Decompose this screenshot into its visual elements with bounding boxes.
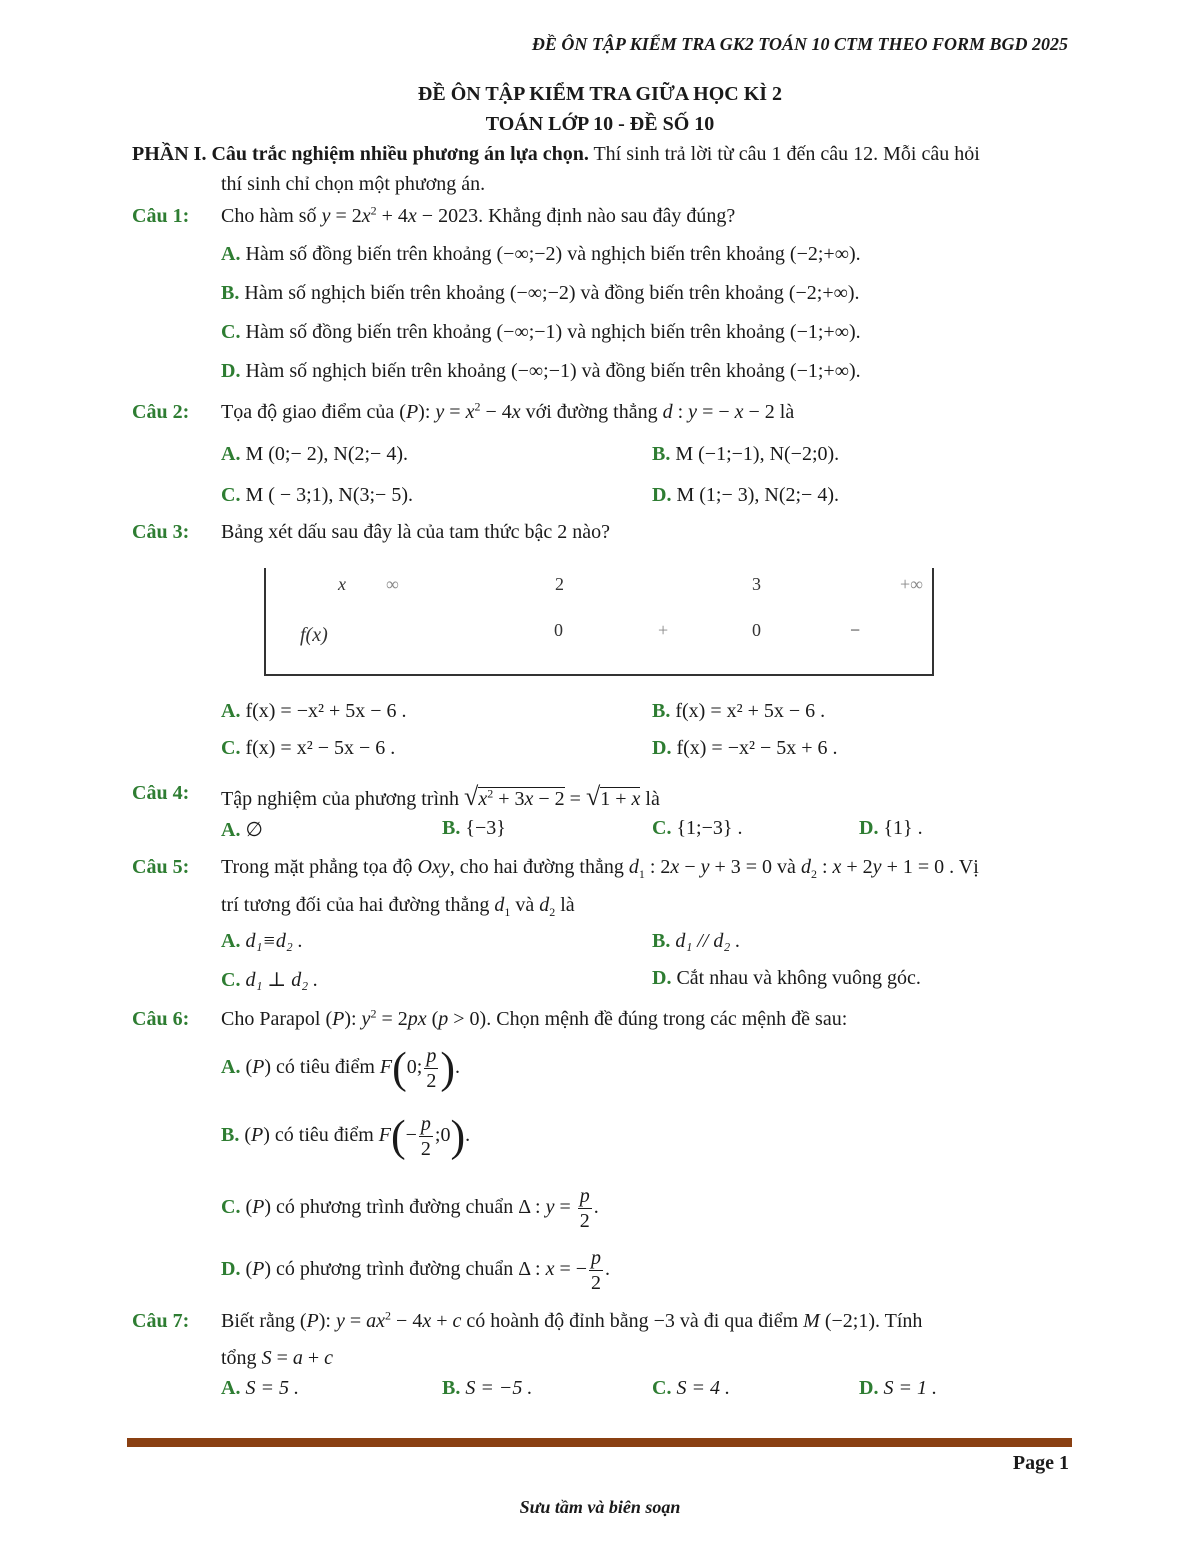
q2-option-d: D. M (1;− 3), N(2;− 4). (652, 484, 839, 506)
table-neg-inf: ∞ (386, 574, 399, 594)
doc-subtitle: TOÁN LỚP 10 - ĐỀ SỐ 10 (485, 113, 715, 135)
question-5-label: Câu 5: (132, 856, 190, 878)
question-7-stem-2: tổng S = a + c (221, 1347, 334, 1369)
question-4-stem: Tập nghiệm của phương trình $√x^2 + 3x - 2 = √1 + x$ là (221, 782, 660, 811)
footer-rule (127, 1438, 1072, 1447)
q2-option-c: C. M ( − 3;1), N(3;− 5). (221, 484, 413, 506)
q1-option-c: C. Hàm số đồng biến trên khoảng (−∞;−1) và nghịch biến trên khoảng (−1;+∞). (221, 321, 861, 343)
q6-option-c: C. (P) có phương trình đường chuẩn Δ : y = $\frac{p}{2}$ . (221, 1185, 599, 1232)
q5-option-c: C. d₁ ⊥ d₂ . (221, 969, 319, 991)
q1-option-b: B. Hàm số nghịch biến trên khoảng (−∞;−2) và đồng biến trên khoảng (−2;+∞). (221, 282, 860, 304)
q3-option-d: D. f(x) = −x² − 5x + 6 . (652, 737, 838, 759)
sign-table (264, 568, 934, 676)
table-zero-2: 0 (752, 620, 761, 640)
question-3-label: Câu 3: (132, 521, 190, 543)
q6-option-d: D. (P) có phương trình đường chuẩn Δ : x = − $\frac{p}{2}$ . (221, 1247, 611, 1294)
q2-option-b: B. M (−1;−1), N(−2;0). (652, 443, 840, 465)
q4-option-d: D. {1} . (859, 817, 923, 839)
question-6-label: Câu 6: (132, 1008, 190, 1030)
doc-title: ĐỀ ÔN TẬP KIỂM TRA GIỮA HỌC KÌ 2 (417, 83, 783, 105)
footer-credit: Sưu tầm và biên soạn (519, 1497, 681, 1517)
q7-option-d: D. S = 1 . (859, 1377, 937, 1399)
table-pos-inf: +∞ (900, 574, 923, 594)
question-7-label: Câu 7: (132, 1310, 190, 1332)
q5-option-d: D. Cắt nhau và không vuông góc. (652, 967, 921, 989)
q6-option-b: B. (P) có tiêu điểm F(− $\frac{p}{2}$ ;0). (221, 1111, 471, 1161)
question-3-stem: Bảng xét dấu sau đây là của tam thức bậc 2 nào? (221, 521, 611, 543)
q3-option-b: B. f(x) = x² + 5x − 6 . (652, 700, 826, 722)
q6-option-a: A. (P) có tiêu điểm F(0; $\frac{p}{2}$ ). (221, 1043, 460, 1093)
q1-option-a: A. Hàm số đồng biến trên khoảng (−∞;−2) và nghịch biến trên khoảng (−2;+∞). (221, 243, 861, 265)
table-root-3: 3 (752, 574, 761, 594)
part-instruction-2: thí sinh chỉ chọn một phương án. (221, 173, 486, 195)
question-5-stem-2: trí tương đối của hai đường thẳng $d_1$ và $d_2$ là (221, 894, 575, 919)
page-number: Page 1 (1012, 1452, 1069, 1474)
table-fx-label: f(x) (300, 624, 328, 646)
table-x-label: x (338, 574, 346, 594)
q5-option-b: B. d₁ // d₂ . (652, 930, 741, 952)
q5-option-a: A. d₁≡d₂ . (221, 930, 303, 952)
question-6-stem: Cho Parapol (P): $y^2 = 2px$ (p > 0). Chọn mệnh đề đúng trong các mệnh đề sau: (221, 1006, 848, 1030)
question-2-label: Câu 2: (132, 401, 190, 423)
question-5-stem: Trong mặt phẳng tọa độ Oxy, cho hai đường thẳng $d_1$ : 2x − y + 3 = 0 và $d_2$ : x + 2y + 1 = 0 . Vị (221, 856, 979, 881)
q3-option-c: C. f(x) = x² − 5x − 6 . (221, 737, 396, 759)
part-instruction: Thí sinh trả lời từ câu 1 đến câu 12. Mỗi câu hỏi (588, 143, 980, 165)
q2-option-a: A. M (0;− 2), N(2;− 4). (221, 443, 408, 465)
q1-option-d: D. Hàm số nghịch biến trên khoảng (−∞;−1) và đồng biến trên khoảng (−1;+∞). (221, 360, 861, 382)
table-root-2: 2 (555, 574, 564, 594)
q3-option-a: A. f(x) = −x² + 5x − 6 . (221, 700, 407, 722)
running-header: ĐỀ ÔN TẬP KIỂM TRA GK2 TOÁN 10 CTM THEO FORM BGD 2025 (531, 34, 1068, 54)
q4-option-a: A. ∅ (221, 819, 263, 841)
q7-option-b: B. S = −5 . (442, 1377, 533, 1399)
question-4-label: Câu 4: (132, 782, 190, 804)
table-sign-plus: + (658, 620, 669, 640)
question-1-stem: Cho hàm số $y = 2x^2 + 4x - 2023$. Khẳng định nào sau đây đúng? (221, 203, 736, 227)
table-sign-minus: − (850, 620, 861, 640)
part-label: PHẦN I. Câu trắc nghiệm nhiều phương án lựa chọn. (132, 143, 589, 165)
q4-option-c: C. {1;−3} . (652, 817, 743, 839)
q7-option-c: C. S = 4 . (652, 1377, 730, 1399)
question-label: Câu 1: (132, 205, 190, 227)
question-7-stem: Biết rằng (P): $y = ax^2 - 4x + c$ có hoành độ đỉnh bằng −3 và đi qua điểm M (−2;1). Tính (221, 1308, 923, 1332)
question-2-stem: Tọa độ giao điểm của (P): $y = x^2 - 4x$ với đường thẳng d : y = − x − 2 là (221, 399, 795, 423)
question-1 (132, 205, 189, 228)
part-heading (132, 143, 980, 166)
q7-option-a: A. S = 5 . (221, 1377, 299, 1399)
table-zero-1: 0 (554, 620, 563, 640)
q4-option-b: B. {−3} (442, 817, 506, 839)
